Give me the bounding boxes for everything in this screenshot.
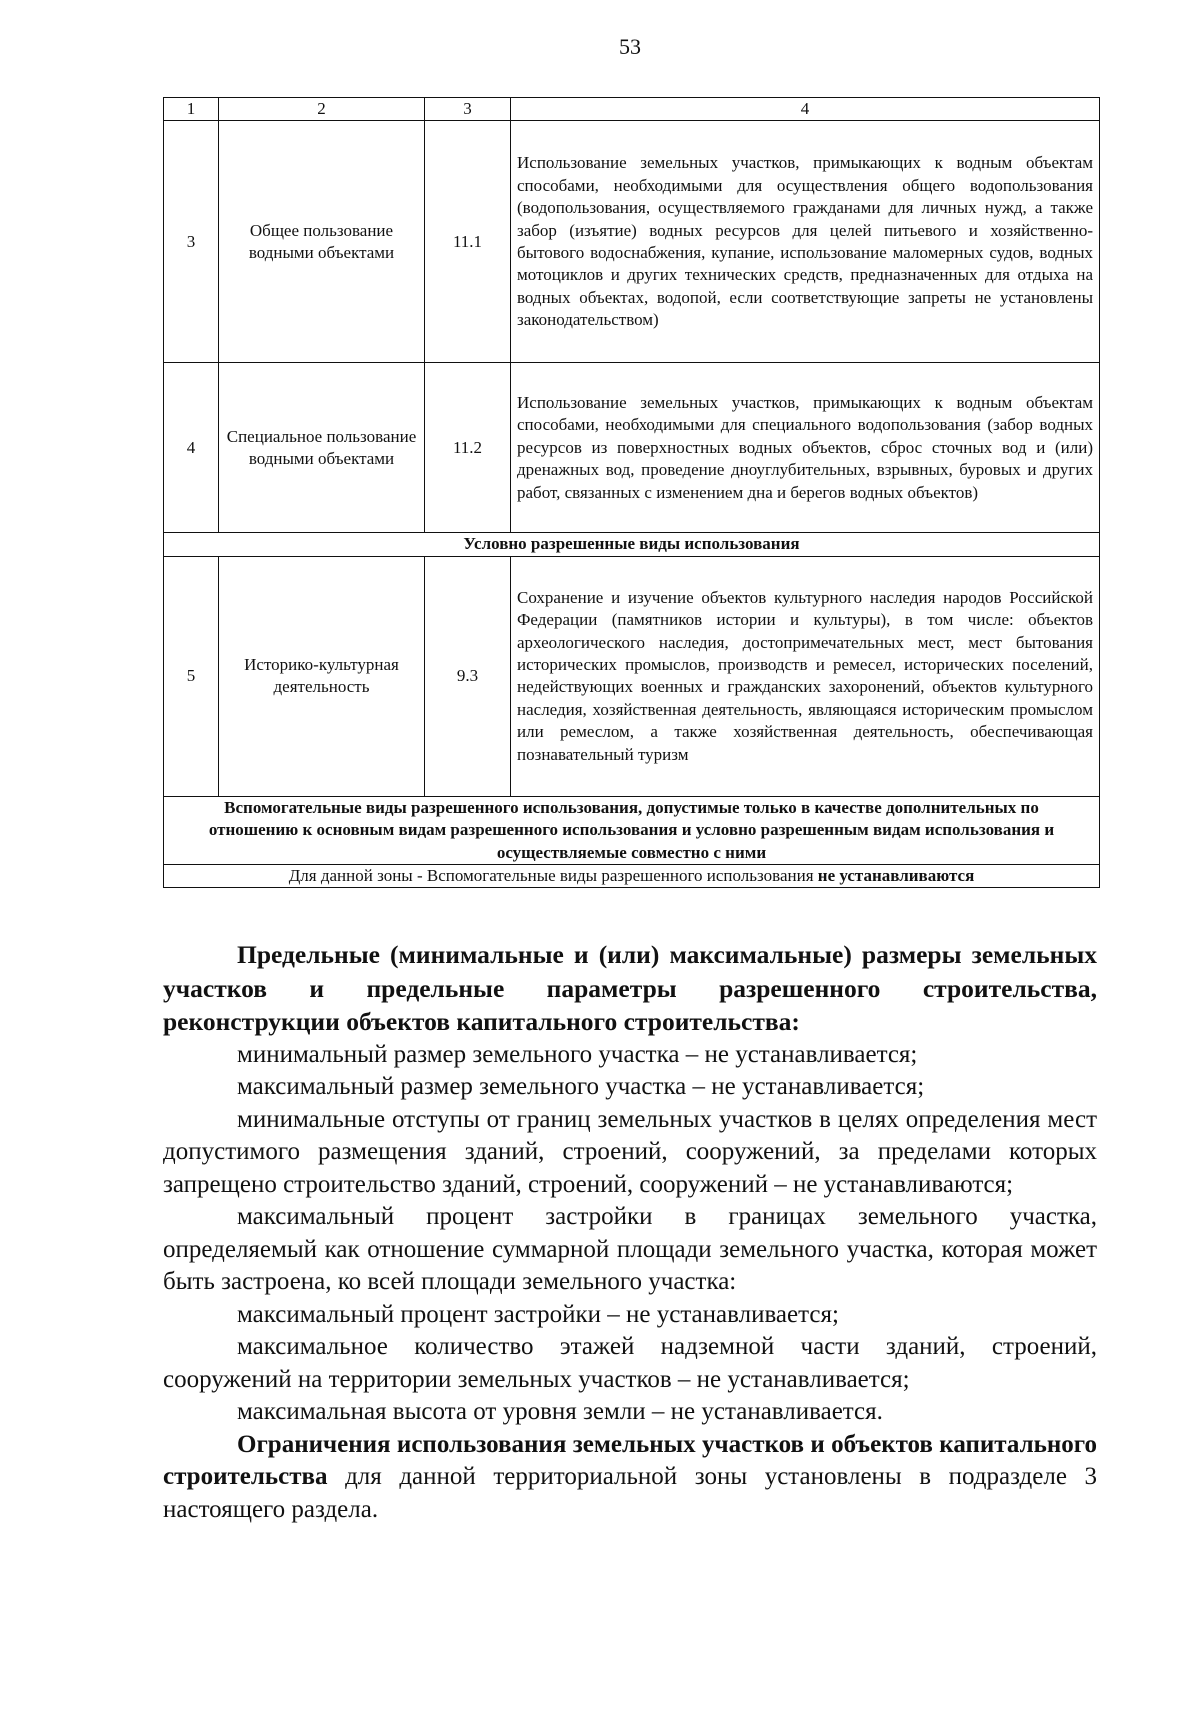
land-use-table — [163, 97, 1100, 888]
table-row — [164, 121, 1100, 363]
note-text: Для данной зоны - Вспомогательные виды разрешенного использования — [288, 866, 814, 886]
auxiliary-uses-note — [164, 865, 1100, 888]
use-type-code: 11.2 — [425, 363, 511, 533]
section-heading-row — [164, 796, 1100, 864]
restrictions-lead: Ограничения использования земельных участков и объектов капитального строительства — [163, 1430, 1097, 1490]
paragraph: минимальный размер земельного участка – не устанавливается; — [237, 1040, 918, 1068]
column-header: 4 — [511, 98, 1100, 121]
use-type-description: Использование земельных участков, примыкающих к водным объектам способами, необходимыми для осуществления общего водопользования (водопользования, осуществляемого гражданами для личных нужд, а также забор (изъятие) водных ресурсов для целей питьевого и хозяйственно-бытового водоснабжения, купание, использование маломерных судов, водных мотоциклов и других технических средств, предназначенных для отдыха на водных объектах, водопой, если соответствующие запреты не установлены законодательством) — [511, 121, 1100, 363]
section-heading-row — [164, 533, 1100, 556]
use-type-name: Историко-культурная деятельность — [219, 556, 425, 796]
table-footer-row — [164, 865, 1100, 888]
conditional-uses-heading: Условно разрешенные виды использования — [164, 533, 1100, 556]
use-type-name: Специальное пользование водными объектами — [219, 363, 425, 533]
paragraph: максимальная высота от уровня земли – не устанавливается. — [237, 1398, 883, 1425]
use-type-code: 9.3 — [425, 556, 511, 796]
column-header: 1 — [164, 98, 219, 121]
row-number: 4 — [164, 363, 219, 533]
use-type-description: Сохранение и изучение объектов культурного наследия народов Российской Федерации (памятников истории и культуры), в том числе: объектов археологического наследия, достопримечательных мест, мест бытования исторических промыслов, производств и ремесел, исторических поселений, недействующих военных и гражданских захоронений, объектов культурного наследия, хозяйственная деятельность, являющаяся историческим промыслом или ремеслом, а также хозяйственная деятельность, обеспечивающая познавательный туризм — [511, 556, 1100, 796]
table-row — [164, 363, 1100, 533]
column-header: 3 — [425, 98, 511, 121]
page-number: 53 — [619, 34, 641, 59]
paragraph: максимальный процент застройки – не устанавливается; — [237, 1300, 839, 1328]
paragraph: максимальный процент застройки в границах земельного участка, определяемый как отношение суммарной площади земельного участка, которая может быть застроена, ко всей площади земельного участка: — [163, 1203, 1097, 1295]
restrictions-text: для данной территориальной зоны установлены в подразделе 3 настоящего раздела. — [163, 1463, 1097, 1523]
paragraph: максимальное количество этажей надземной части зданий, строений, сооружений на территории земельных участков – не устанавливается; — [163, 1333, 1097, 1393]
column-header: 2 — [219, 98, 425, 121]
note-emphasis: не устанавливаются — [817, 866, 975, 886]
auxiliary-uses-heading: Вспомогательные виды разрешенного использования, допустимые только в качестве дополнительных по отношению к основным видам разрешенного использования и условно разрешенным видам использования и осуществляемые совместно с ними — [164, 796, 1100, 864]
use-type-code: 11.1 — [425, 121, 511, 363]
restrictions-paragraph — [163, 1429, 1097, 1527]
row-number: 3 — [164, 121, 219, 363]
use-type-description: Использование земельных участков, примыкающих к водным объектам способами, необходимыми для специального водопользования (забор водных ресурсов из поверхностных водных объектов, сброс сточных вод и (или) дренажных вод, проведение дноуглубительных, взрывных, буровых и других работ, связанных с изменением дна и берегов водных объектов) — [511, 363, 1100, 533]
table-row — [164, 556, 1100, 796]
section-heading: Предельные (минимальные и (или) максимальные) размеры земельных участков и предельные параметры разрешенного строительства, реконструкции объектов капитального строительства: — [163, 940, 1097, 1036]
paragraph: максимальный размер земельного участка – не устанавливается; — [237, 1073, 925, 1100]
paragraph: минимальные отступы от границ земельных участков в целях определения мест допустимого размещения зданий, строений, сооружений, за пределами которых запрещено строительство зданий, строений, сооружений – не устанавливаются; — [163, 1105, 1097, 1198]
use-type-name: Общее пользование водными объектами — [219, 121, 425, 363]
table-header-row — [164, 98, 1100, 121]
row-number: 5 — [164, 556, 219, 796]
parameters-section — [163, 938, 1097, 1526]
